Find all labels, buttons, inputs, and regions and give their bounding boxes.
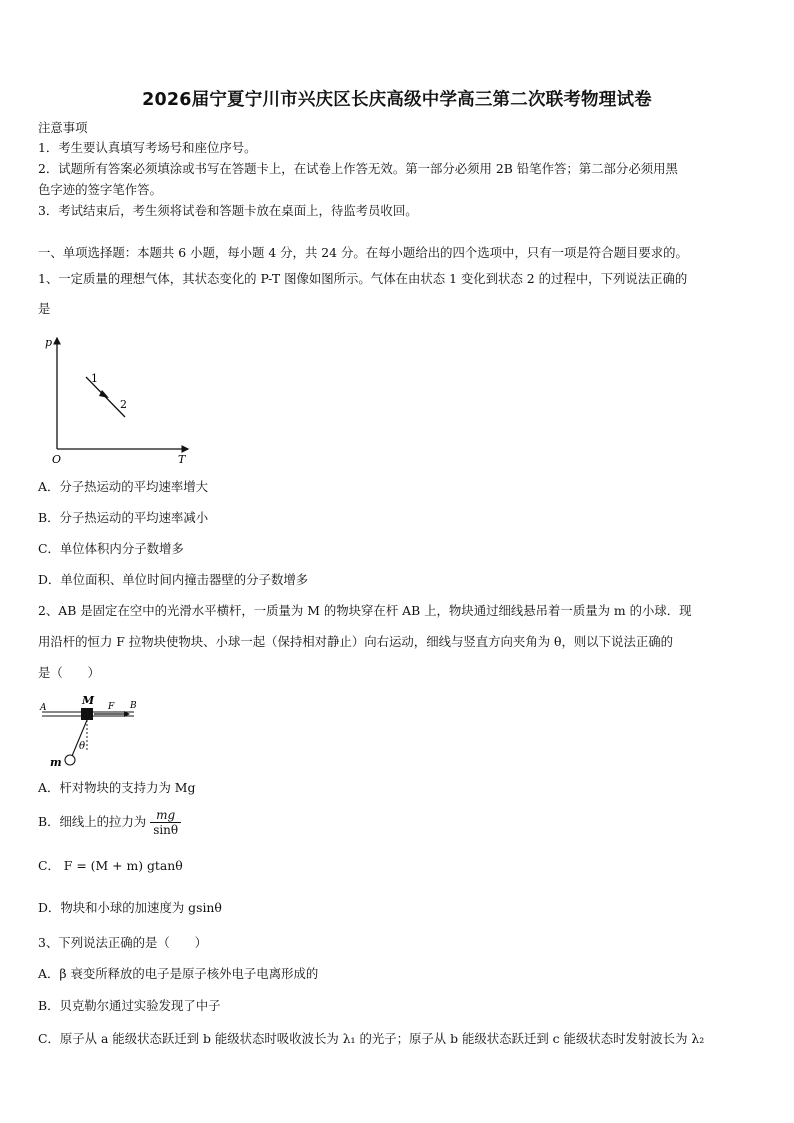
notice-heading: 注意事项	[38, 120, 88, 135]
block-m	[81, 708, 93, 720]
q2-option-d: D．物块和小球的加速度为 gsinθ	[38, 900, 222, 915]
q1-stem-cont: 是	[38, 301, 51, 316]
fraction-numerator: mg	[150, 808, 181, 823]
q3-stem: 3、下列说法正确的是（ ）	[38, 935, 207, 950]
label-big-m: M	[82, 694, 95, 707]
notice-item-2-cont: 色字迹的签字笔作答。	[38, 182, 162, 197]
state-1-label: 1	[91, 372, 98, 385]
notice-item-1: 1．考生要认真填写考场号和座位序号。	[38, 140, 257, 155]
q2-option-b	[38, 808, 181, 837]
fraction-denominator: sinθ	[153, 823, 179, 837]
label-a: A	[40, 703, 47, 713]
label-theta: θ	[79, 741, 86, 752]
label-f: F	[108, 702, 115, 712]
q3-option-c: C．原子从 a 能级状态跃迁到 b 能级状态时吸收波长为 λ₁ 的光子；原子从 b 能级状态跃迁到 c 能级状态时发射波长为 λ₂	[38, 1031, 705, 1046]
q1-option-c: C．单位体积内分子数增多	[38, 541, 184, 556]
state-2-label: 2	[120, 398, 127, 411]
section-heading: 一、单项选择题：本题共 6 小题，每小题 4 分，共 24 分。在每小题给出的四个选项中，只有一项是符合题目要求的。	[38, 245, 688, 260]
q1-option-a: A．分子热运动的平均速率增大	[38, 479, 209, 494]
label-b: B	[130, 701, 137, 711]
rod-block-figure	[36, 690, 146, 770]
tension-fraction	[150, 808, 181, 837]
label-small-m: m	[50, 756, 62, 769]
pt-graph-figure	[36, 332, 206, 467]
q1-option-b: B．分子热运动的平均速率减小	[38, 510, 209, 525]
origin-label: O	[52, 453, 62, 466]
q1-option-d: D．单位面积、单位时间内撞击器壁的分子数增多	[38, 572, 309, 587]
notice-item-3: 3．考试结束后，考生须将试卷和答题卡放在桌面上，待监考员收回。	[38, 203, 418, 218]
ball-m	[65, 755, 75, 765]
q2-option-c: C． F = (M + m) gtanθ	[38, 858, 183, 873]
q2-option-a: A．杆对物块的支持力为 Mg	[38, 780, 196, 795]
q2-stem: 2、AB 是固定在空中的光滑水平横杆，一质量为 M 的物块穿在杆 AB 上，物块通过细线悬吊着一质量为 m 的小球．现	[38, 603, 692, 618]
p-axis-label: p	[45, 336, 53, 349]
q1-stem: 1、一定质量的理想气体，其状态变化的 P-T 图像如图所示。气体在由状态 1 变化到状态 2 的过程中，下列说法正确的	[38, 271, 688, 286]
q3-option-b: B．贝克勒尔通过实验发现了中子	[38, 998, 221, 1013]
q2-stem-cont: 用沿杆的恒力 F 拉物块使物块、小球一起（保持相对静止）向右运动，细线与竖直方向夹角为 θ，则以下说法正确的	[38, 634, 674, 649]
page-title: 2026届宁夏宁川市兴庆区长庆高级中学高三第二次联考物理试卷	[142, 90, 652, 110]
notice-item-2: 2．试题所有答案必须填涂或书写在答题卡上，在试卷上作答无效。第一部分必须用 2B 铅笔作答；第二部分必须用黑	[38, 161, 678, 176]
q2-stem-cont-2: 是（ ）	[38, 665, 100, 680]
t-axis-label: T	[178, 453, 186, 466]
q2-option-b-prefix: B．细线上的拉力为	[38, 814, 147, 829]
q3-option-a: A．β 衰变所释放的电子是原子核外电子电离形成的	[38, 966, 319, 981]
